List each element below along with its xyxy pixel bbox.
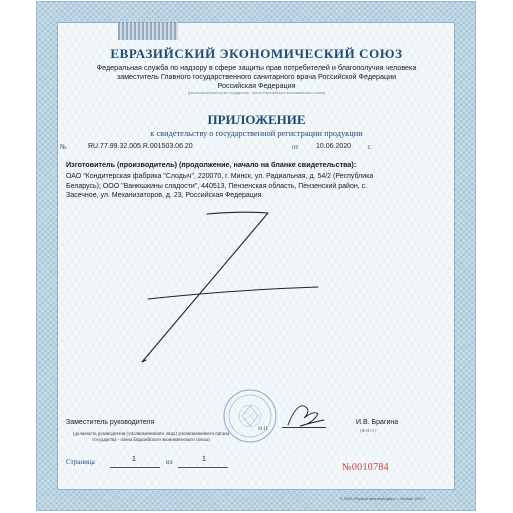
year-suffix: г. — [368, 143, 372, 151]
page-total: 1 — [202, 456, 206, 463]
position-caption: (должность руководителя (уполномоченного лица) уполномоченного органа государства - члена Евразийского экономического союза) — [73, 432, 229, 443]
appendix-title: ПРИЛОЖЕНИЕ — [207, 112, 306, 127]
agency-micro-caption: (уполномоченный орган государства - члена Евразийского экономического союза) — [187, 91, 326, 95]
stamp-place-label: М.П. — [258, 427, 269, 432]
manufacturer-text: ОАО "Кондитерская фабрика "Слодыч", 220070, г. Минск, ул. Радиальная, д. 54/2 (Республика Беларусь); ООО "Ванюшкины сладости", 440513, Пензенская область, Пензенский район, с. Засечное, ул. Механизаторов, д. 23, Российская Федерация — [66, 173, 374, 199]
page-counter-row — [66, 458, 266, 470]
signer-name: И.В. Брагина — [356, 419, 399, 426]
date-label: от — [292, 143, 299, 151]
agency-line: Российская Федерация — [217, 81, 296, 90]
page-current: 1 — [132, 456, 136, 463]
fio-caption: (Ф.И.О.) — [360, 428, 377, 433]
union-title: ЕВРАЗИЙСКИЙ ЭКОНОМИЧЕСКИЙ СОЮЗ — [110, 46, 403, 61]
signature-line — [282, 427, 326, 428]
page-label: Страница — [66, 458, 95, 466]
page-current-underline — [110, 467, 160, 468]
certificate-number: RU.77.99.32.005.R.001503.06.20 — [88, 143, 193, 150]
certificate-date: 10.06.2020 — [316, 143, 352, 150]
deputy-head-label: Заместитель руководителя — [66, 419, 155, 426]
form-serial-number: №0010784 — [342, 462, 389, 473]
agency-line: заместитель Главного государственного санитарного врача Российской Федерации — [116, 72, 397, 81]
appendix-subtitle: к свидетельству о государственной регистрации продукции — [150, 129, 363, 138]
page-total-underline — [178, 467, 228, 468]
manufacturer-heading: Изготовитель (производитель) (продолжение, начало на бланке свидетельства): — [66, 160, 357, 169]
agency-line: Федеральная служба по надзору в сфере защиты прав потребителей и благополучия человека — [96, 63, 417, 72]
number-label: № — [60, 143, 67, 151]
page-of-label: из — [166, 458, 173, 466]
printer-imprint: © 2000 «Первый печатный двор», г. Москва, 2019 г. — [340, 497, 426, 501]
